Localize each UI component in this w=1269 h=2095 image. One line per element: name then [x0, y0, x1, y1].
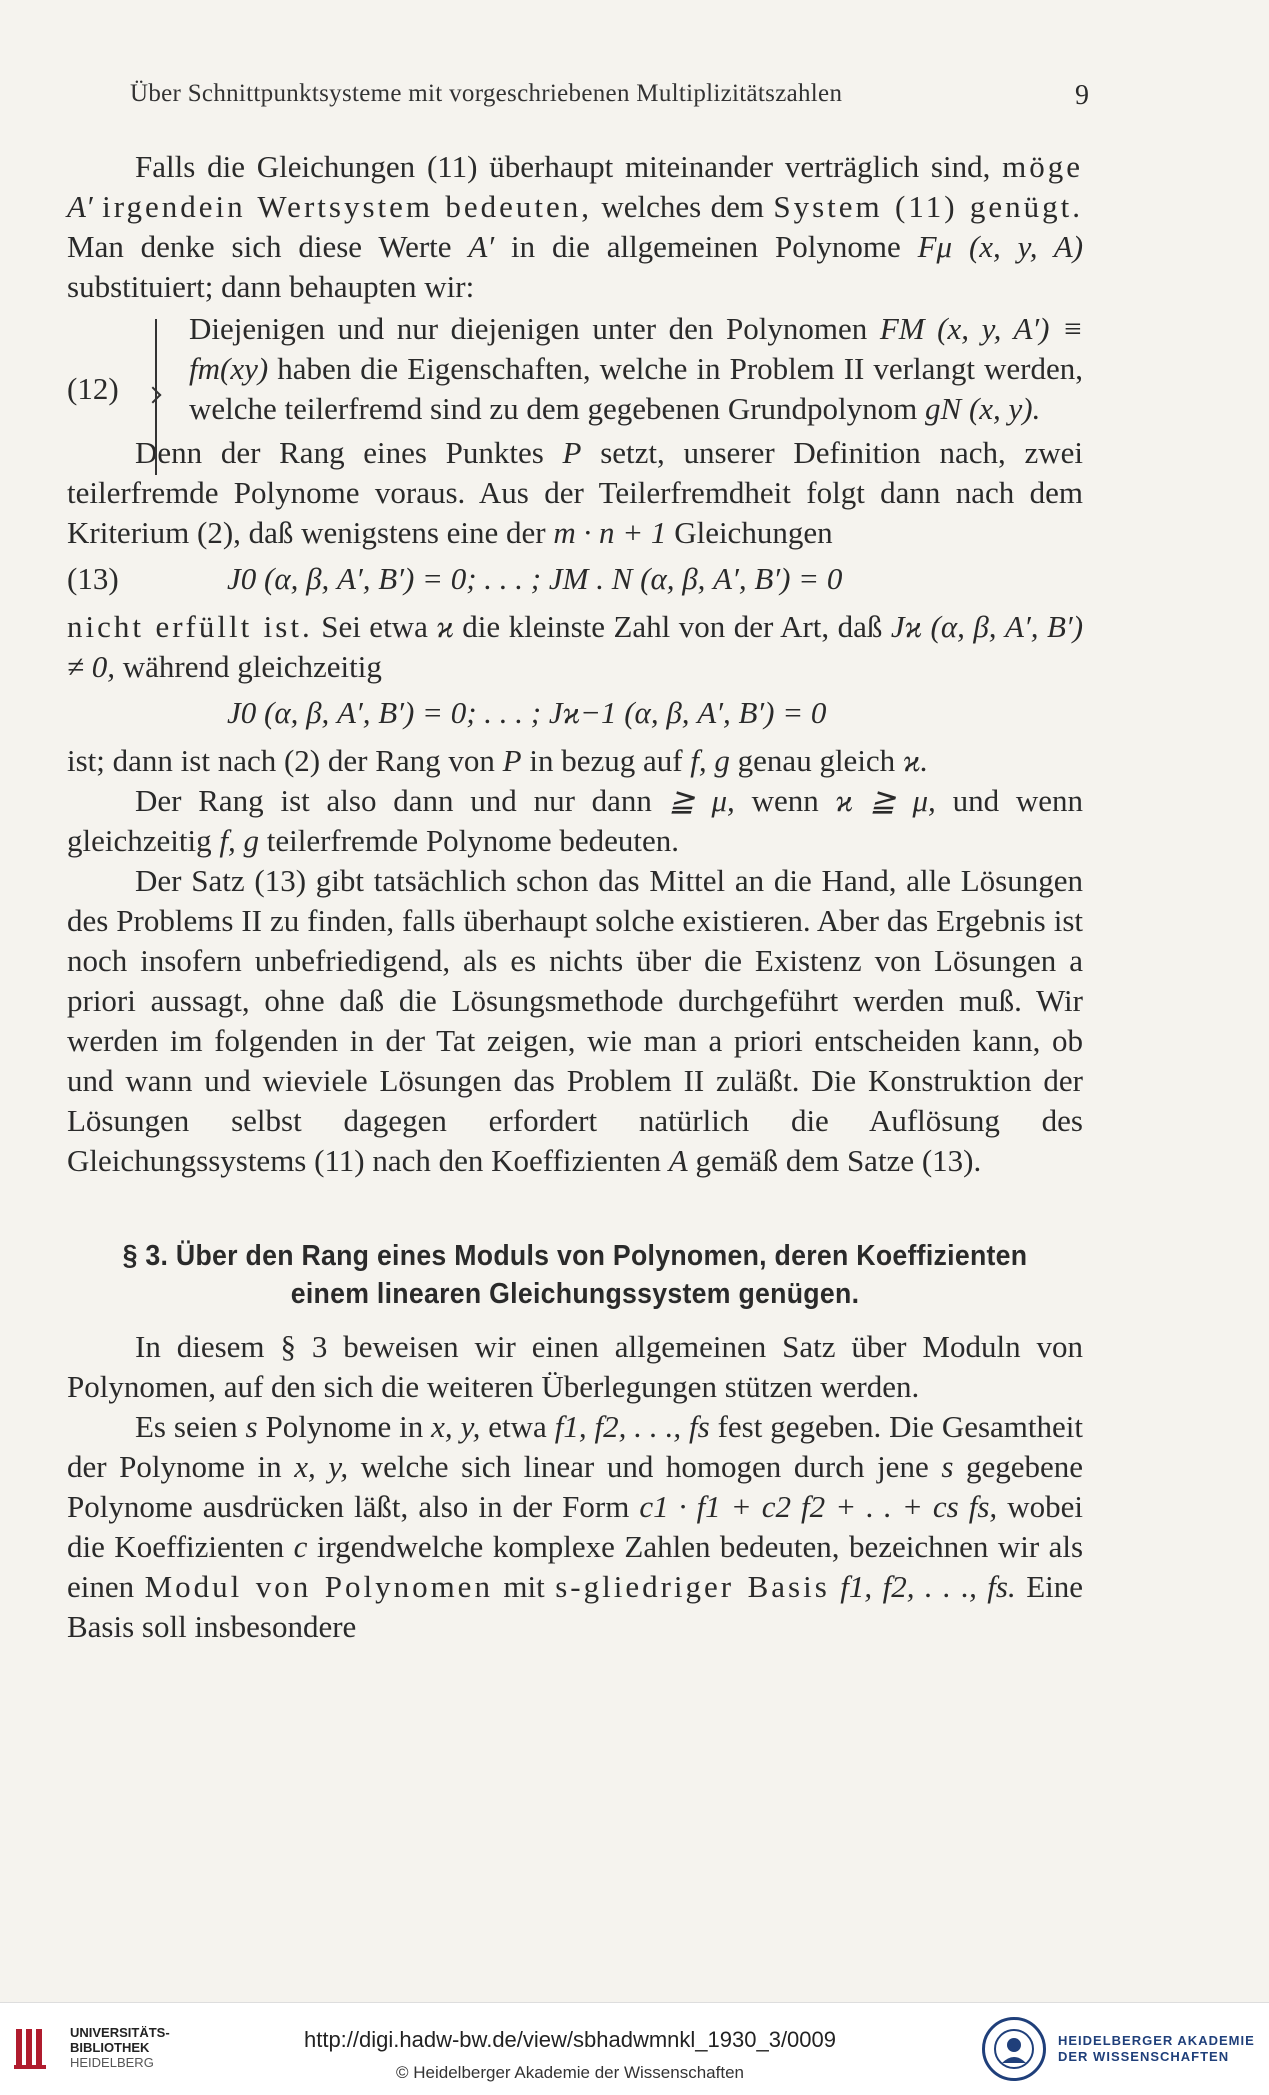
library-name: UNIVERSITÄTS- BIBLIOTHEK HEIDELBERG	[70, 2025, 170, 2070]
section-heading: § 3. Über den Rang eines Moduls von Polynomen, deren Koeffizienten einem linearen Gleichungssystem genügen.	[122, 1240, 1028, 1310]
academy-name: HEIDELBERGER AKADEMIE DER WISSENSCHAFTEN	[1058, 2033, 1255, 2064]
library-logo-icon	[14, 2025, 50, 2073]
permalink-url[interactable]: http://digi.hadw-bw.de/view/sbhadwmnkl_1930_3/0009	[303, 2027, 837, 2052]
paragraph-1: Falls die Gleichungen (11) überhaupt miteinander verträglich sind, möge A′ irgendein Wertsystem bedeuten, welches dem System (11) genügt. Man denke sich diese Werte A′ in die allgemeinen Polynome Fμ (x, y, A) substituiert; dann behaupten wir:	[67, 149, 1084, 304]
paragraph-7: In diesem § 3 beweisen wir einen allgemeinen Satz über Moduln von Polynomen, auf den sich die weiteren Überlegungen stützen werden.	[67, 1329, 1083, 1404]
paragraph-4: ist; dann ist nach (2) der Rang von P in bezug auf f, g genau gleich ϰ.	[67, 743, 929, 778]
equation-13: (13) J0 (α, β, A′, B′) = 0; . . . ; JM . N (α, β, A′, B′) = 0	[67, 559, 1083, 601]
running-title: Über Schnittpunktsysteme mit vorgeschriebenen Multiplizitätszahlen	[130, 80, 843, 107]
copyright-notice: © Heidelberger Akademie der Wissenschaften	[396, 2063, 744, 2082]
page-number: 9	[1075, 80, 1089, 111]
paragraph-8: Es seien s Polynome in x, y, etwa f1, f2, . . ., fs fest gegeben. Die Gesamtheit der Polynome in x, y, welche sich linear und homogen durch jene s gegebene Polynome ausdrücken läßt, also in der Form c1 · f1 + c2 f2 + . . + cs fs, wobei die Koeffizienten c irgendwelche komplexe Zahlen bedeuten, bezeichnen wir als einen Modul von Polynomen mit s-gliedriger Basis f1, f2, . . ., fs. Eine Basis soll insbesondere	[67, 1409, 1084, 1644]
viewer-footer	[0, 2002, 1269, 2095]
equation-unnumbered: J0 (α, β, A′, B′) = 0; . . . ; Jϰ−1 (α, β, A′, B′) = 0	[227, 695, 827, 730]
paragraph-6: Der Satz (13) gibt tatsächlich schon das Mittel an die Hand, alle Lösungen des Problems II zu finden, falls überhaupt solche existieren. Aber das Ergebnis ist noch insofern unbefriedigend, als es nichts über die Existenz von Lösungen a priori aussagt, ohne daß die Lösungsmethode durchgeführt werden muß. Wir werden im folgenden in der Tat zeigen, wie man a priori entscheiden kann, ob und wann und wieviele Lösungen das Problem II zuläßt. Die Konstruktion der Lösungen selbst dagegen erfordert natürlich die Auflösung des Gleichungssystems (11) nach den Koeffizienten A gemäß dem Satze (13).	[67, 863, 1083, 1178]
equation-number-13: (13)	[67, 561, 119, 596]
paragraph-2: Denn der Rang eines Punktes P setzt, unserer Definition nach, zwei teilerfremde Polynome voraus. Aus der Teilerfremdheit folgt dann nach dem Kriterium (2), daß wenigstens eine der m · n + 1 Gleichungen	[67, 435, 1083, 550]
paragraph-5: Der Rang ist also dann und nur dann ≧ μ, wenn ϰ ≧ μ, und wenn gleichzeitig f, g teilerfremde Polynome bedeuten.	[67, 783, 1084, 858]
main-text	[67, 147, 1083, 1647]
equation-number-12: (12)	[67, 371, 119, 406]
equation-12-block: (12) Diejenigen und nur diejenigen unter den Polynomen FM (x, y, A′) ≡ fm(xy) haben die Eigenschaften, welche in Problem II verlangt werden, welche teilerfremd sind zu dem gegebenen Grundpolynom gN (x, y).	[67, 309, 1083, 429]
brace-icon	[155, 319, 171, 475]
paragraph-3: nicht erfüllt ist. Sei etwa ϰ die kleinste Zahl von der Art, daß Jϰ (α, β, A′, B′) ≠ 0, während gleichzeitig	[67, 609, 1084, 684]
academy-seal-icon	[982, 2017, 1046, 2081]
